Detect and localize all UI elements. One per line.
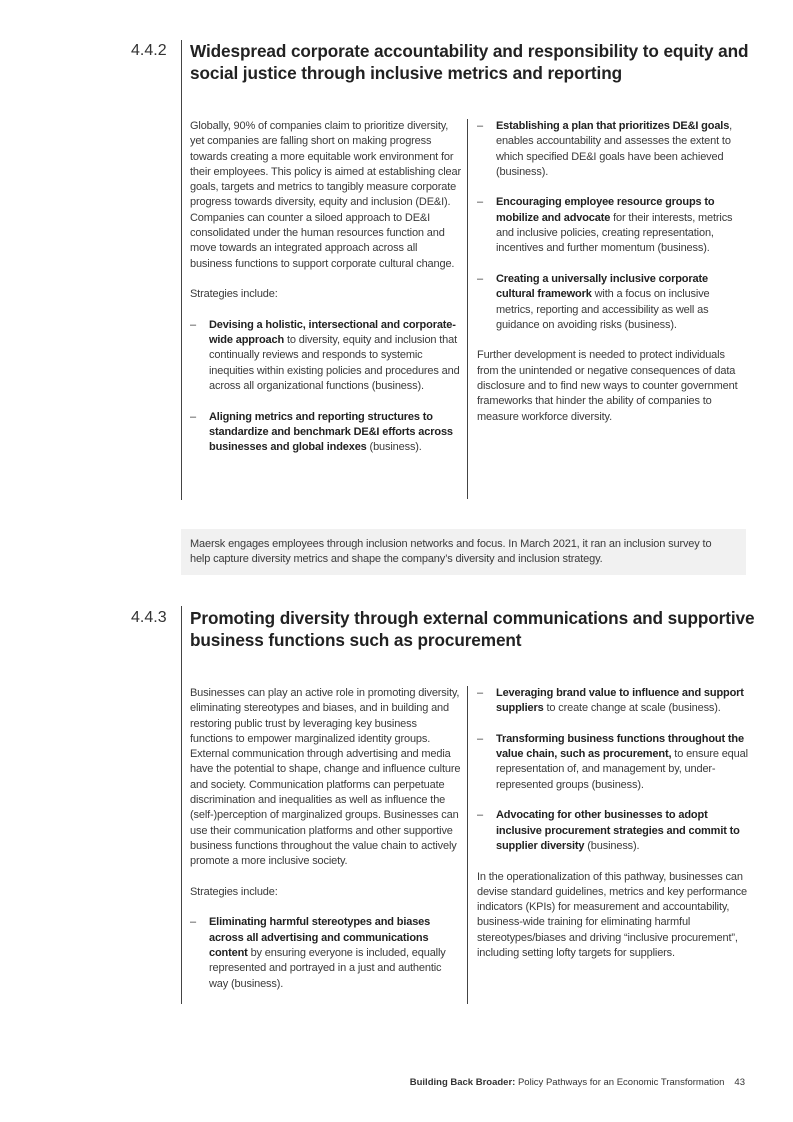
bullet-dash: – [477,272,483,285]
strategy-list [477,686,749,854]
bullet-dash: – [477,732,483,745]
bullet-dash: – [190,318,196,331]
strategy-item: – Devising a holistic, intersectional and corporate-wide approach to diversity, equity and inclusion that continually reviews and responds to systemic inequities within existing policies and procedures and across all organizational functions (business). [190,318,460,393]
strategy-list [190,915,462,991]
bullet-dash: – [477,687,483,699]
page-footer [410,1077,745,1088]
section-divider-line [181,606,182,1004]
intro-paragraph: Globally, 90% of companies claim to prioritize diversity, yet companies are falling short on making progress towards creating a more equitable work environment for their employees. This policy is aimed at establishing clear goals, targets and metrics to tangibly measure corporate progress towards diversity, equity and inclusion (DE&I). Companies can counter a siloed approach to DE&I consolidated under the human resources function and move towards an integrated approach across all business functions to support corporate cultural change. [190,120,461,270]
section-title-4-4-2: Widespread corporate accountability and responsibility to equity and social justice through inclusive metrics and reporting [190,41,749,83]
section-title-4-4-3: Promoting diversity through external communications and supportive business functions such as procurement [190,608,755,650]
strategy-item: – Advocating for other businesses to adopt inclusive procurement strategies and commit to supplier diversity (business). [477,809,740,852]
footer-title: Policy Pathways for an Economic Transformation [515,1077,725,1088]
section-divider-line [181,40,182,500]
bullet-dash: – [477,120,483,132]
intro-paragraph: Businesses can play an active role in promoting diversity, eliminating stereotypes and biases, and in building and restoring public trust by leveraging key business functions to empower marginalized identity groups. External communication through advertising and media have the potential to shape, change and influence culture and society. Communication platforms can perpetuate discrimination and inequalities as well as influence the (self-)perception of marginalized groups. Businesses can use their communication platforms and other supportive business functions throughout the value chain to actively promote a more inclusive society. [190,687,461,868]
closing-paragraph: In the operationalization of this pathway, businesses can devise standard guidelines, metrics and key performance indicators (KPIs) for measurement and accountability, business-wide training for eliminating harmful stereotypes/biases and driving “inclusive procurement”, including setting lofty targets for suppliers. [477,870,747,960]
section-number-4-4-2: 4.4.2 [131,42,167,59]
strategy-item: – Establishing a plan that prioritizes DE&I goals, enables accountability and assesses the extent to which specified DE&I goals have been achieved (business). [477,120,733,178]
section-number-4-4-3: 4.4.3 [131,609,167,626]
strategy-list [190,318,462,456]
strategy-item: – Eliminating harmful stereotypes and biases across all advertising and communications content by ensuring everyone is included, equally represented and portrayed in a just and authentic way (business). [190,916,446,990]
section-4-4-2-left-column [190,119,462,471]
footer-title-bold: Building Back Broader: [409,1077,516,1088]
strategy-item: – Transforming business functions throughout the value chain, such as procurement, to ensure equal representation of, and management by, under-represented groups (business). [477,732,748,791]
example-note-box [181,529,746,575]
column-divider-line [467,119,468,499]
section-4-4-3-right-column [477,686,749,977]
bullet-dash: – [477,809,483,822]
strategies-label: Strategies include: [190,885,278,898]
strategy-item: – Encouraging employee resource groups to mobilize and advocate for their interests, metrics and inclusive policies, creating representation, incentives and further momentum (business). [477,196,733,255]
section-4-4-2-right-column [477,119,747,440]
bullet-dash: – [477,196,483,209]
bullet-dash: – [190,410,196,423]
strategies-label: Strategies include: [190,288,278,301]
example-note-text: Maersk engages employees through inclusion networks and focus. In March 2021, it ran an inclusion survey to help capture diversity metrics and shape the company’s diversity and inclusion strategy. [190,538,712,566]
page-number: 43 [734,1077,745,1088]
column-divider-line [467,686,468,1004]
bullet-dash: – [190,916,196,929]
strategy-item: – Leveraging brand value to influence and support suppliers to create change at scale (business). [477,687,744,715]
section-4-4-3-left-column [190,686,462,1007]
strategy-item: – Creating a universally inclusive corporate cultural framework with a focus on inclusive metrics, reporting and accessibility as well as guidance on avoiding risks (business). [477,272,710,331]
closing-paragraph: Further development is needed to protect individuals from the unintended or negative consequences of data disclosure and to find new ways to counter government frameworks that hinder the ability of companies to measure workforce diversity. [477,349,738,423]
strategy-item: – Aligning metrics and reporting structures to standardize and benchmark DE&I efforts across businesses and global indexes (business). [190,410,453,454]
strategy-list [477,119,747,333]
